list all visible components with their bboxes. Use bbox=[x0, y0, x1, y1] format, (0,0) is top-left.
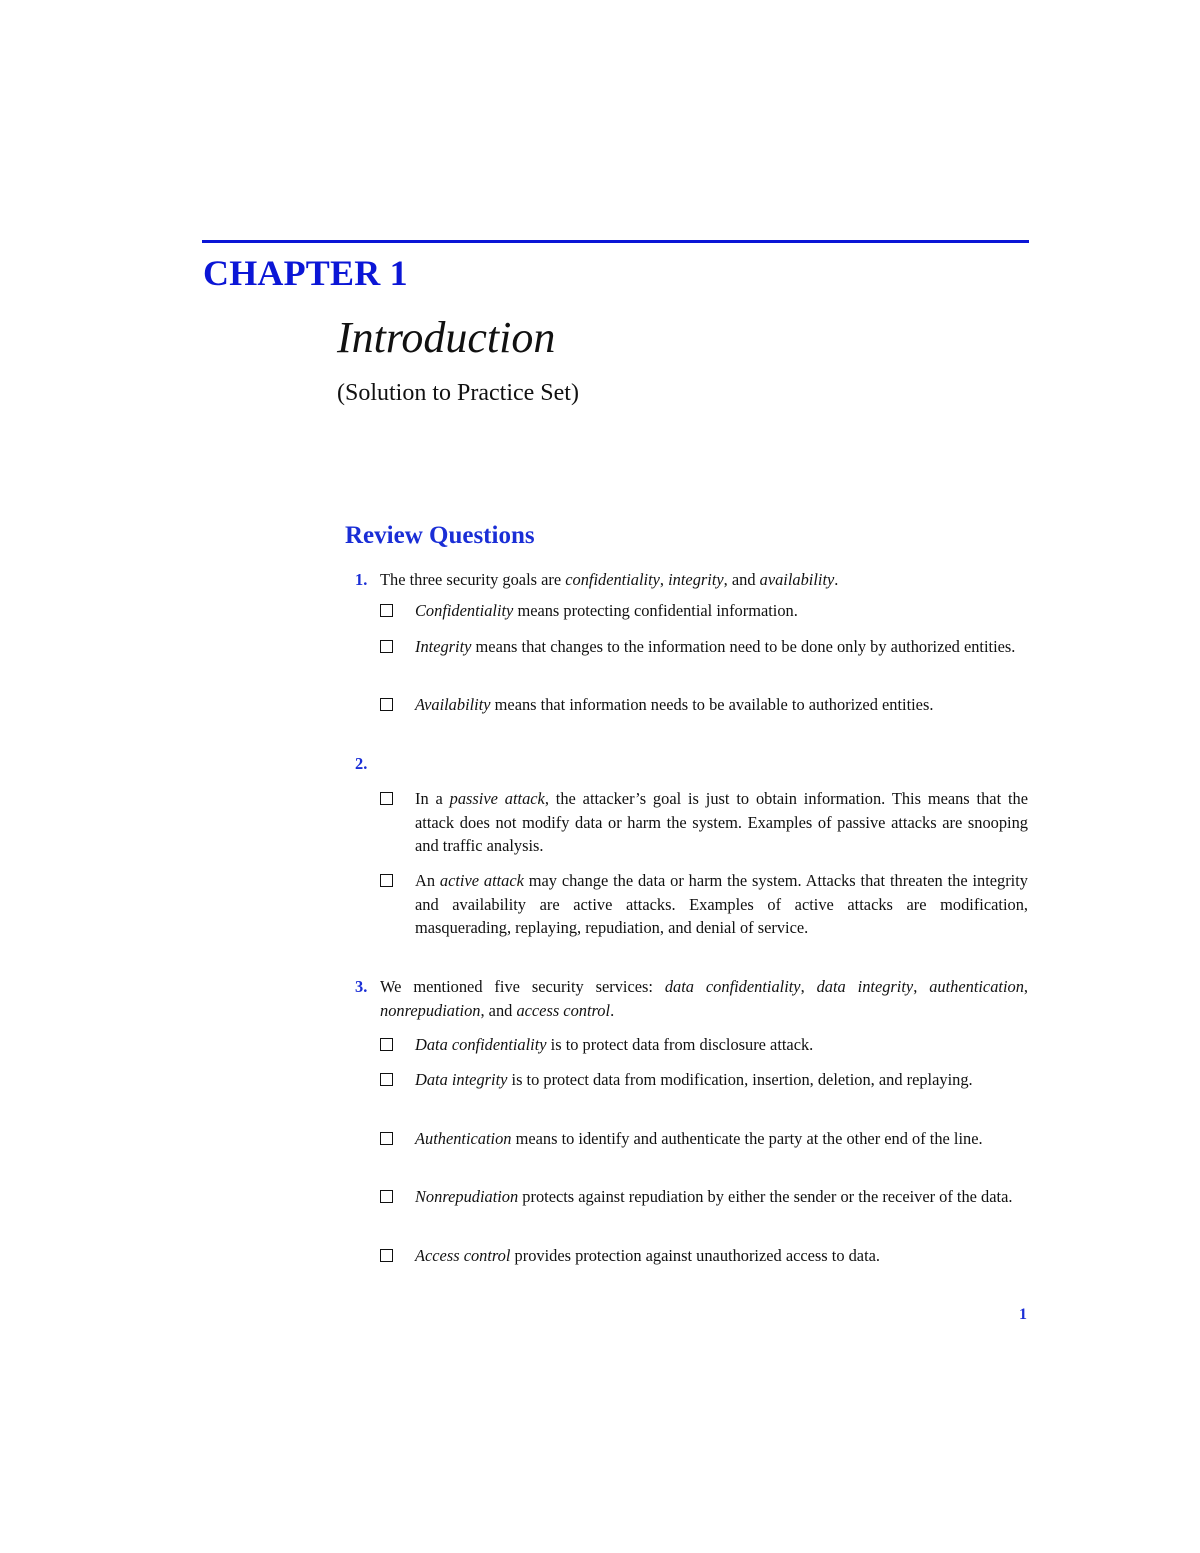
question-number: 2. bbox=[355, 754, 368, 773]
bullet-text: is to protect data from modification, insertion, deletion, and replaying. bbox=[507, 1070, 973, 1089]
intro-text: The three security goals are bbox=[380, 570, 566, 589]
checkbox-bullet-icon bbox=[380, 698, 393, 711]
intro-term: access control bbox=[516, 1000, 611, 1020]
checkbox-bullet-icon bbox=[380, 1249, 393, 1262]
page-number: 1 bbox=[1019, 1306, 1027, 1323]
list-item bbox=[380, 1185, 1028, 1209]
bullet-text: , the attacker’s goal is just to obtain information. This means that the attack does not modify data or harm the system. Examples of passive attacks are snooping and traffic analysis. bbox=[415, 789, 1029, 855]
intro-term: integrity bbox=[668, 570, 724, 589]
bullet-text: means to identify and authenticate the party at the other end of the line. bbox=[511, 1129, 983, 1148]
question-number: 3. bbox=[355, 977, 368, 996]
bullet-term: Data integrity bbox=[415, 1070, 508, 1089]
bullet-text: protects against repudiation by either the sender or the receiver of the data. bbox=[518, 1187, 1013, 1206]
bullet-term: Confidentiality bbox=[415, 601, 514, 620]
list-item bbox=[380, 1068, 1028, 1092]
bullet-text: means that information needs to be available to authorized entities. bbox=[490, 695, 934, 714]
checkbox-bullet-icon bbox=[380, 1190, 393, 1203]
bullet-term: Data confidentiality bbox=[415, 1035, 547, 1054]
intro-text: , bbox=[913, 977, 930, 996]
chapter-subtitle: (Solution to Practice Set) bbox=[337, 380, 579, 406]
intro-term: data integrity bbox=[816, 977, 914, 996]
bullet-term: active attack bbox=[439, 871, 524, 890]
intro-text: We mentioned five security services: bbox=[380, 977, 665, 996]
list-item bbox=[380, 787, 1028, 858]
intro-text: , and bbox=[723, 570, 760, 589]
intro-term: nonrepudiation bbox=[380, 1000, 481, 1020]
bullet-term: passive attack bbox=[449, 789, 545, 808]
question-intro bbox=[380, 975, 1028, 1022]
checkbox-bullet-icon bbox=[380, 792, 393, 805]
checkbox-bullet-icon bbox=[380, 874, 393, 887]
chapter-rule bbox=[202, 240, 1029, 243]
bullet-text: is to protect data from disclosure attack. bbox=[546, 1035, 814, 1054]
bullet-text: An bbox=[415, 871, 440, 890]
list-item bbox=[380, 1033, 1028, 1057]
intro-term: data confidentiality bbox=[664, 977, 801, 996]
list-item bbox=[380, 693, 1028, 717]
intro-text: , and bbox=[480, 1000, 517, 1020]
checkbox-bullet-icon bbox=[380, 1038, 393, 1051]
chapter-title: Introduction bbox=[337, 313, 556, 362]
checkbox-bullet-icon bbox=[380, 1073, 393, 1086]
list-item bbox=[380, 635, 1028, 659]
bullet-text: means protecting confidential information. bbox=[513, 601, 798, 620]
list-item bbox=[380, 869, 1028, 940]
intro-term: authentication bbox=[929, 977, 1024, 996]
bullet-text: means that changes to the information need to be done only by authorized entities. bbox=[471, 637, 1016, 656]
list-item bbox=[380, 599, 1028, 623]
bullet-term: Integrity bbox=[415, 637, 472, 656]
question-intro bbox=[380, 568, 1028, 592]
list-item bbox=[380, 1127, 1028, 1151]
bullet-text: In a bbox=[415, 789, 450, 808]
bullet-text: provides protection against unauthorized access to data. bbox=[510, 1246, 881, 1265]
bullet-text: may change the data or harm the system. Attacks that threaten the integrity and availability are active attacks. Examples of active attacks are modification, masquerading, replaying, repudiation, and denial of service. bbox=[415, 871, 1028, 937]
intro-text: , bbox=[1023, 977, 1029, 996]
chapter-label: CHAPTER 1 bbox=[203, 253, 408, 293]
intro-term: confidentiality bbox=[565, 570, 660, 589]
bullet-term: Authentication bbox=[415, 1129, 512, 1148]
checkbox-bullet-icon bbox=[380, 604, 393, 617]
intro-text: , bbox=[800, 977, 817, 996]
section-title: Review Questions bbox=[345, 522, 535, 549]
bullet-term: Nonrepudiation bbox=[415, 1187, 519, 1206]
checkbox-bullet-icon bbox=[380, 640, 393, 653]
intro-text: , bbox=[659, 570, 669, 589]
bullet-term: Availability bbox=[415, 695, 491, 714]
intro-term: availability bbox=[759, 570, 835, 589]
question-number: 1. bbox=[355, 570, 368, 589]
list-item bbox=[380, 1244, 1028, 1268]
intro-text: . bbox=[834, 570, 839, 589]
checkbox-bullet-icon bbox=[380, 1132, 393, 1145]
intro-text: . bbox=[610, 1000, 615, 1020]
bullet-term: Access control bbox=[415, 1246, 511, 1265]
